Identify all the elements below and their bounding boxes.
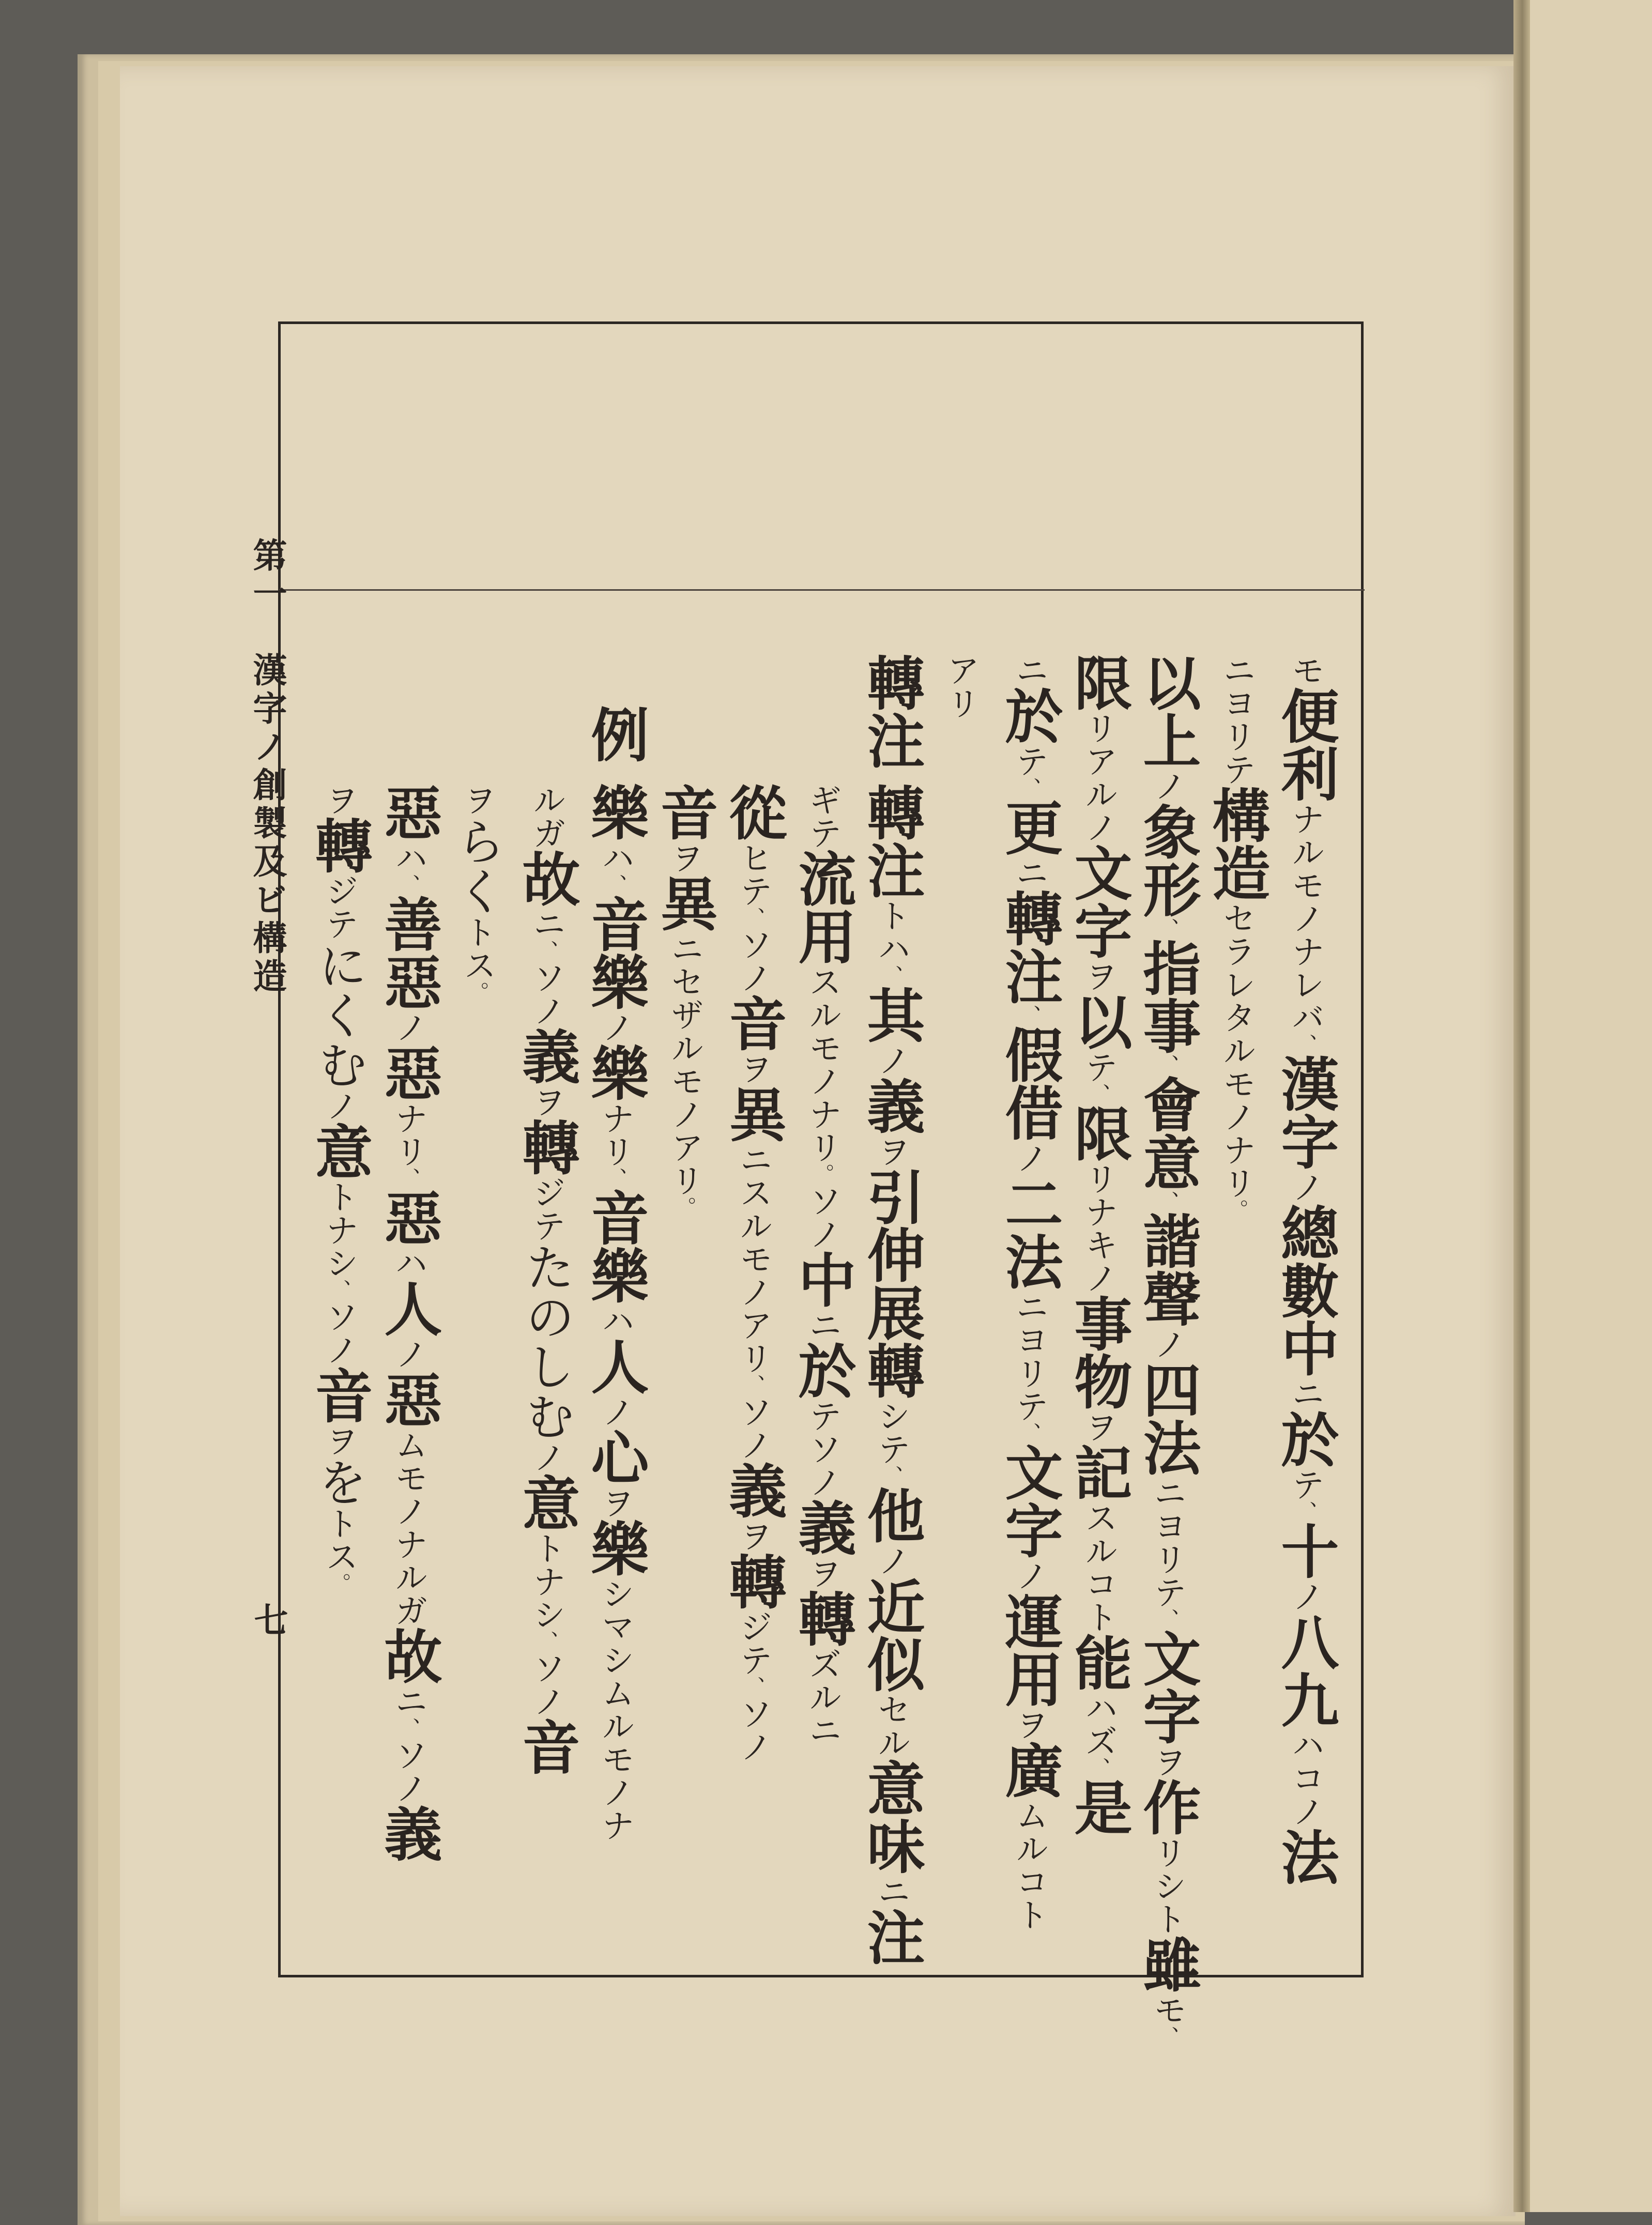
column-text: ルガ故ニ、ソノ義ヲ轉ジテたのしむノ意トナシ、ソノ音 — [513, 783, 580, 1775]
book-gutter — [1513, 0, 1531, 2212]
example-label: 例 — [582, 705, 649, 763]
column-text: モ便利ナルモノナレバ、漢字ノ總數中ニ於テ、十ノ八九ハコノ法 — [1272, 653, 1339, 1885]
column-text: 音ヲ異ニセザルモノアリ。 — [651, 783, 718, 1217]
column-text: ヲ轉ジテにくむノ意トナシ、ソノ音ヲをトス。 — [305, 783, 373, 1593]
page-number: 七 — [248, 1602, 288, 1636]
running-head: 第一 漢字ノ創製及ビ構造 — [247, 538, 287, 996]
column-text: 從ヒテ、ソノ音ヲ異ニスルモノアリ、ソノ義ヲ轉ジテ、ソノ — [720, 783, 787, 1763]
header-rule — [279, 589, 1365, 591]
column-text: 限リアルノ文字ヲ以テ、限リナキノ事物ヲ記スルコト能ハズ、是 — [1065, 653, 1133, 1836]
column-text: 轉注トハ、其ノ義ヲ引伸展轉シテ、他ノ近似セル意味ニ注 — [858, 783, 925, 1966]
column-text: ヲらくトス。 — [448, 783, 506, 1002]
section-label: 轉注 — [858, 653, 925, 769]
column-text: 惡ハ、善惡ノ惡ナリ、惡ハ人ノ惡ムモノナルガ故ニ、ソノ義 — [375, 783, 442, 1862]
column-text: 樂ハ、音樂ノ樂ナリ、音樂ハ人ノ心ヲ樂シマシムルモノナ — [582, 783, 649, 1842]
column-text: ギテ流用スルモノナリ。ソノ中ニ於テソノ義ヲ轉ズルニ — [789, 783, 856, 1746]
column-text: 以上ノ象形、指事、會意、諧聲ノ四法ニヨリテ、文字ヲ作リシト雖モ、 — [1134, 653, 1201, 2047]
facing-page — [1530, 0, 1652, 2212]
column-text: ニヨリテ構造セラレタルモノナリ。 — [1203, 653, 1271, 1220]
column-text: ニ於テ、更ニ轉注、假借ノ二法ニヨリテ、文字ノ運用ヲ廣ムルコト — [996, 653, 1063, 1931]
column-text: アリ — [941, 653, 980, 719]
